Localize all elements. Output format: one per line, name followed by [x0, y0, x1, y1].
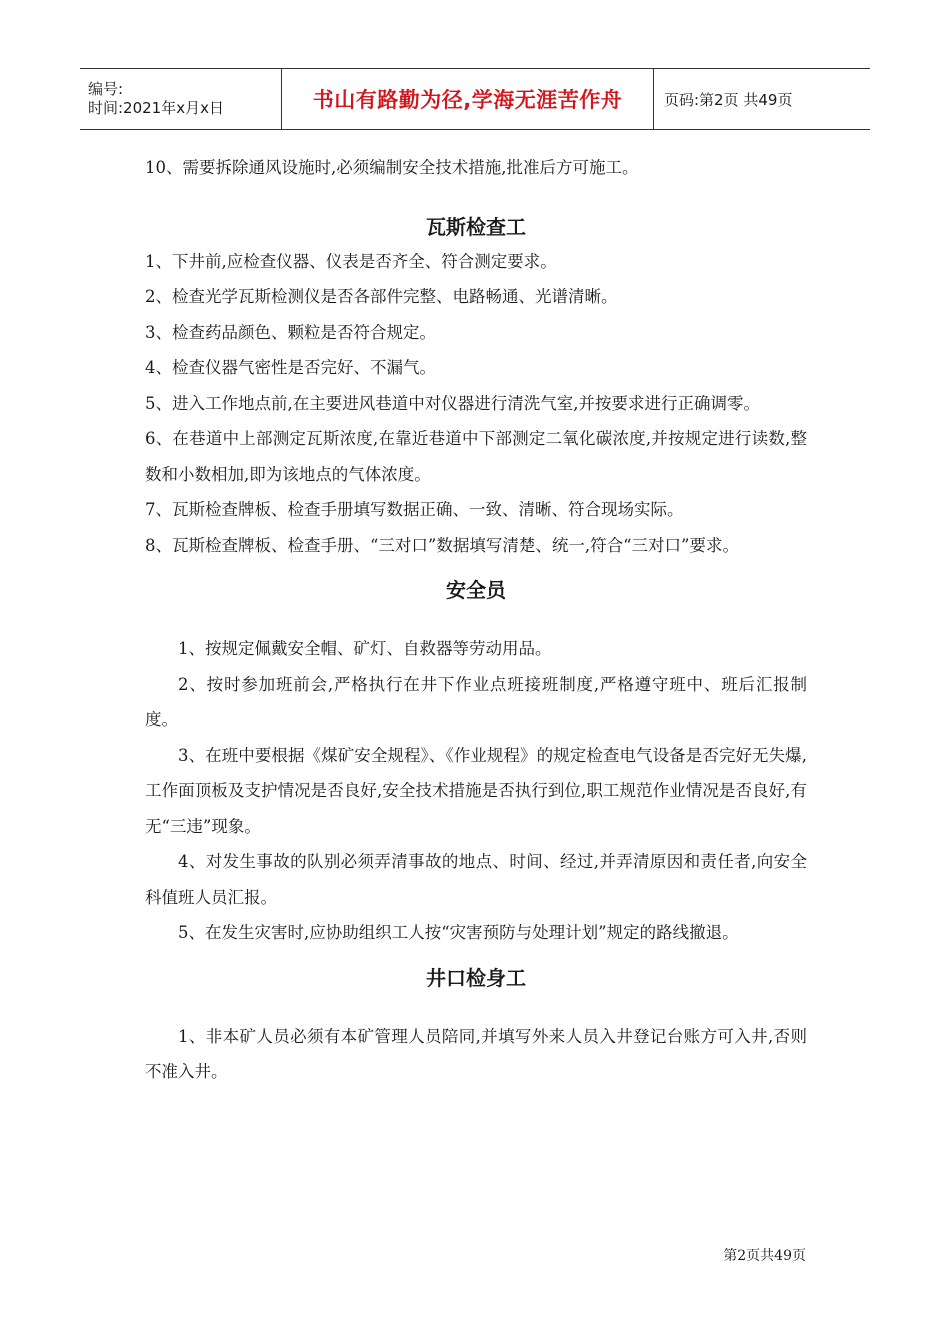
section-title-shaft-inspector: 井口检身工	[426, 965, 526, 990]
gas-item-3: 3、检查药品颜色、颗粒是否符合规定。	[145, 322, 436, 342]
section-title-gas-inspector: 瓦斯检查工	[426, 214, 526, 239]
gas-item-7: 7、瓦斯检查牌板、检查手册填写数据正确、一致、清晰、符合现场实际。	[145, 500, 684, 519]
gas-item-8: 8、瓦斯检查牌板、检查手册、“三对口”数据填写清楚、统一,符合“三对口”要求。	[145, 535, 739, 555]
document-body	[145, 150, 807, 1090]
header-motto-cell	[282, 69, 654, 129]
safety-item-5: 5、在发生灾害时,应协助组织工人按“灾害预防与处理计划”规定的路线撤退。	[178, 923, 739, 942]
gas-item-1: 1、下井前,应检查仪器、仪表是否齐全、符合测定要求。	[145, 251, 557, 271]
shaft-item-1: 1、非本矿人员必须有本矿管理人员陪同,并填写外来人员入井登记台账方可入井,否则不准入井。	[145, 1026, 807, 1081]
header-number: 编号:	[88, 80, 124, 98]
gas-item-4: 4、检查仪器气密性是否完好、不漏气。	[145, 358, 436, 377]
section-title-safety-officer: 安全员	[446, 578, 506, 602]
safety-item-2: 2、按时参加班前会,严格执行在井下作业点班接班制度,严格遵守班中、班后汇报制度。	[145, 674, 807, 729]
gas-item-2: 2、检查光学瓦斯检测仪是否各部件完整、电路畅通、光谱清晰。	[145, 287, 618, 306]
header-page-cell	[654, 69, 870, 129]
header-page-number: 页码:第2页 共49页	[664, 90, 793, 109]
safety-item-1: 1、按规定佩戴安全帽、矿灯、自救器等劳动用品。	[178, 639, 552, 658]
safety-item-3: 3、在班中要根据《煤矿安全规程》、《作业规程》的规定检查电气设备是否完好无失爆,工作面顶板及支护情况是否良好,安全技术措施是否执行到位,职工规范作业情况是否良好,有无“三违”现象。	[145, 745, 807, 836]
header-table	[80, 68, 870, 130]
gas-item-5: 5、进入工作地点前,在主要进风巷道中对仪器进行清洗气室,并按要求进行正确调零。	[145, 393, 760, 413]
header-date: 时间:2021年x月x日	[88, 99, 224, 117]
header-motto: 书山有路勤为径,学海无涯苦作舟	[312, 88, 623, 112]
safety-item-4: 4、对发生事故的队别必须弄清事故的地点、时间、经过,并弄清原因和责任者,向安全科值班人员汇报。	[145, 852, 807, 907]
top-item: 10、需要拆除通风设施时,必须编制安全技术措施,批准后方可施工。	[145, 158, 639, 177]
page-footer: 第2页共49页	[723, 1248, 806, 1264]
header-left-cell	[80, 69, 282, 129]
gas-item-6: 6、在巷道中上部测定瓦斯浓度,在靠近巷道中下部测定二氧化碳浓度,并按规定进行读数,整数和小数相加,即为该地点的气体浓度。	[145, 429, 807, 484]
